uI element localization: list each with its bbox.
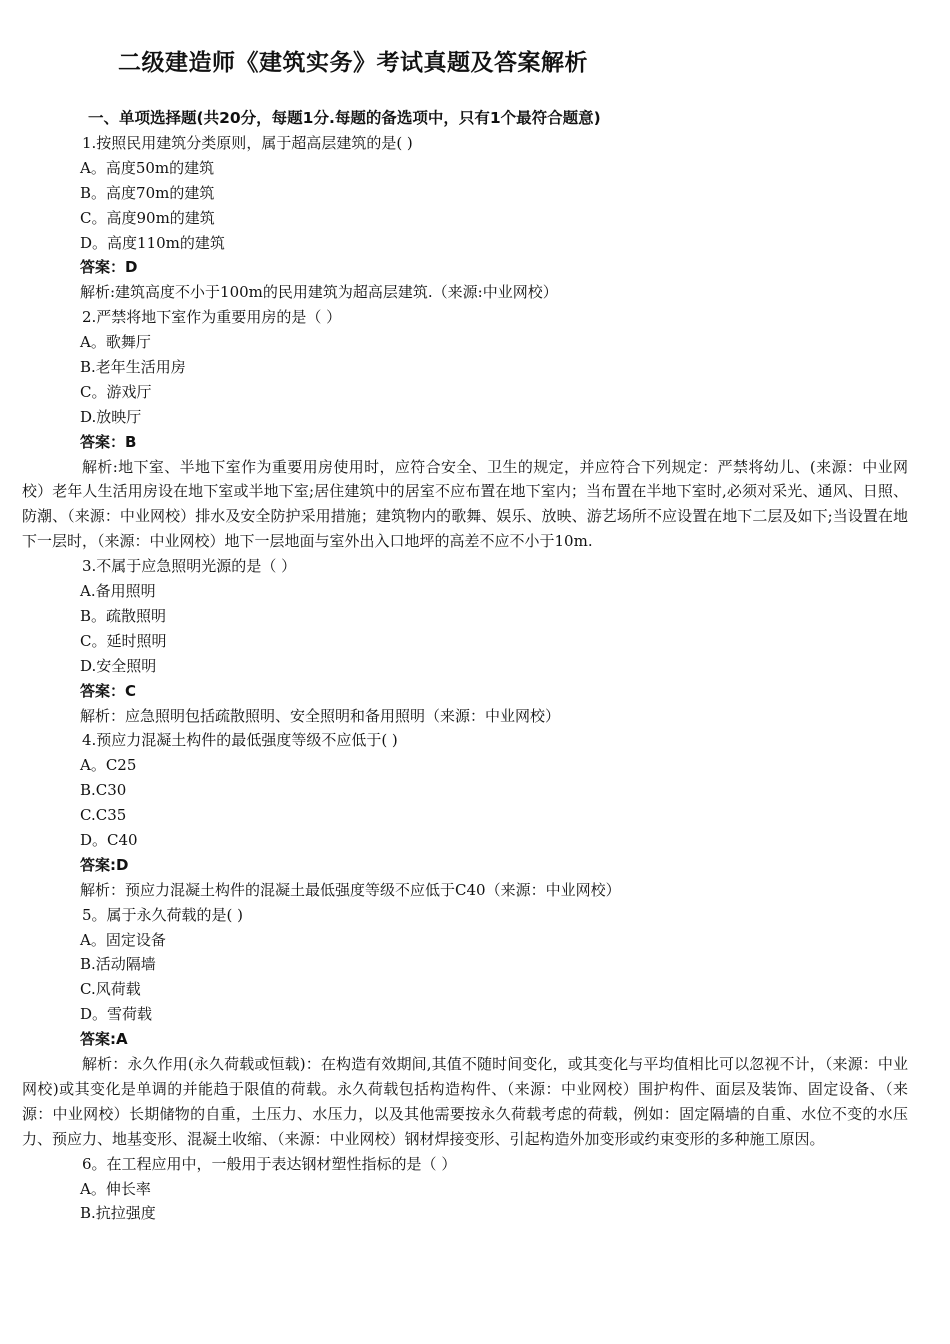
- option-b: B.C30: [80, 781, 127, 800]
- option-a: A。C25: [80, 756, 137, 775]
- answer: 答案：C: [80, 681, 137, 700]
- option-c: C.C35: [80, 806, 127, 825]
- page-title: 二级建造师《建筑实务》考试真题及答案解析: [118, 50, 588, 76]
- explanation: 解析：永久作用(永久荷载或恒载)：在构造有效期间,其值不随时间变化，或其变化与平均值相比可以忽视不计，（来源：中业网校)或其变化是单调的并能趋于限值的荷载。永久荷载包括构造构件、（来源：中业网校）围护构件、面层及装饰、固定设备、（来源：中业网校）长期储物的自重，土压力、水压力，以及其他需要按永久荷载考虑的荷载，例如：固定隔墙的自重、水位不变的水压力、预应力、地基变形、混凝土收缩、（来源：中业网校）钢材焊接变形、引起构造外加变形或约束变形的多种施工原因。: [22, 1055, 908, 1148]
- option-b: B.抗拉强度: [80, 1204, 156, 1223]
- option-a: A。高度50m的建筑: [80, 158, 215, 177]
- option-d: D。高度110m的建筑: [80, 233, 225, 252]
- option-a: A。伸长率: [80, 1179, 151, 1198]
- option-d: D。雪荷载: [80, 1005, 153, 1024]
- explanation: 解析:建筑高度不小于100m的民用建筑为超高层建筑.（来源:中业网校）: [80, 283, 558, 302]
- question-text: 4.预应力混凝土构件的最低强度等级不应低于( ): [82, 731, 398, 750]
- question-block: [78, 1152, 908, 1227]
- option-c: C.风荷载: [80, 980, 141, 999]
- explanation: 解析：预应力混凝土构件的混凝土最低强度等级不应低于C40（来源：中业网校）: [80, 880, 621, 899]
- option-c: C。游戏厅: [80, 382, 152, 401]
- question-text: 2.严禁将地下室作为重要用房的是（ ）: [82, 308, 342, 327]
- answer: 答案：B: [80, 432, 137, 451]
- answer: 答案:D: [80, 855, 129, 874]
- option-b: B。高度70m的建筑: [80, 183, 215, 202]
- option-d: D。C40: [80, 831, 138, 849]
- option-d: D.安全照明: [80, 656, 157, 675]
- option-d: D.放映厅: [80, 407, 142, 426]
- question-block: [78, 728, 908, 902]
- question-text: 1.按照民用建筑分类原则，属于超高层建筑的是( ): [82, 134, 413, 152]
- option-b: B。疏散照明: [80, 606, 167, 625]
- question-block: [78, 554, 908, 728]
- document-body: [22, 106, 908, 1226]
- section-heading: 一、单项选择题(共20分，每题1分.每题的备选项中，只有1个最符合题意): [88, 109, 601, 127]
- question-text: 3.不属于应急照明光源的是（ ）: [82, 557, 297, 576]
- question-block: [22, 903, 908, 1152]
- question-text: 6。在工程应用中，一般用于表达钢材塑性指标的是（ ）: [82, 1154, 457, 1173]
- question-text: 5。属于永久荷载的是( ): [82, 905, 244, 924]
- option-c: C。高度90m的建筑: [80, 208, 215, 227]
- option-c: C。延时照明: [80, 631, 167, 650]
- explanation: 解析:地下室、半地下室作为重要用房使用时，应符合安全、卫生的规定，并应符合下列规定：严禁将幼儿、(来源：中业网校）老年人生活用房设在地下室或半地下室;居住建筑中的居室不应布置在地下室内；当布置在半地下室时,必须对采光、通风、日照、防潮、（来源：中业网校）排水及安全防护采用措施；建筑物内的歌舞、娱乐、放映、游艺场所不应设置在地下二层及如下;当设置在地下一层时，（来源：中业网校）地下一层地面与室外出入口地坪的高差不应不小于10m.: [22, 457, 908, 551]
- explanation: 解析：应急照明包括疏散照明、安全照明和备用照明（来源：中业网校）: [80, 706, 561, 725]
- option-b: B.活动隔墙: [80, 955, 156, 974]
- option-b: B.老年生活用房: [80, 358, 186, 377]
- question-block: [22, 305, 908, 554]
- answer: 答案：D: [80, 258, 138, 277]
- answer: 答案:A: [80, 1030, 128, 1049]
- option-a: A.备用照明: [80, 582, 156, 601]
- option-a: A。歌舞厅: [80, 333, 151, 352]
- option-a: A。固定设备: [80, 930, 166, 949]
- question-block: [78, 131, 908, 305]
